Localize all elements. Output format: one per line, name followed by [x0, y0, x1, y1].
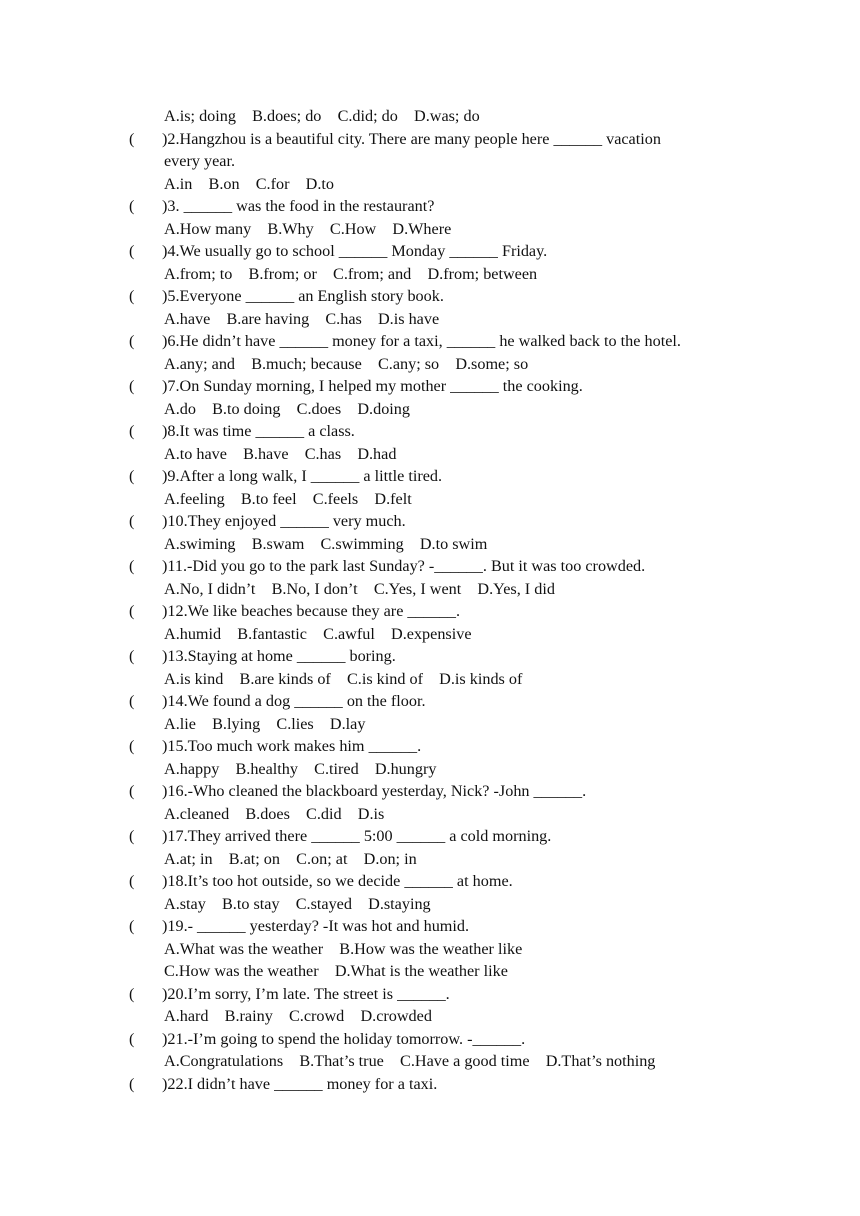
question-text: )3. ______ was the food in the restaurant?: [162, 197, 435, 215]
option-text: A.do B.to doing C.does D.doing: [164, 399, 410, 418]
answer-blank-paren: (: [129, 129, 163, 148]
answer-blank-paren: (: [129, 782, 163, 800]
question-text: )4.We usually go to school ______ Monday ______ Friday.: [162, 242, 548, 260]
answer-blank-paren: (: [129, 692, 163, 710]
option-text: A.to have B.have C.has D.had: [164, 444, 397, 463]
option-text: A.lie B.lying C.lies D.lay: [164, 714, 366, 733]
question-text: )19.- ______ yesterday? -It was hot and humid.: [162, 917, 470, 935]
answer-blank-paren: (: [129, 1029, 163, 1048]
question-text: )5.Everyone ______ an English story book.: [162, 287, 444, 305]
option-text: A.have B.are having C.has D.is have: [164, 309, 440, 328]
answer-blank-paren: (: [129, 422, 163, 440]
option-text: A.at; in B.at; on C.on; at D.on; in: [164, 849, 417, 868]
option-text: every year.: [164, 152, 236, 170]
option-text: A.any; and B.much; because C.any; so D.some; so: [164, 354, 529, 373]
option-text: C.How was the weather D.What is the weather like: [164, 962, 508, 980]
option-text: A.How many B.Why C.How D.Where: [164, 219, 452, 238]
question-text: )14.We found a dog ______ on the floor.: [162, 692, 426, 710]
question-text: )17.They arrived there ______ 5:00 ______ a cold morning.: [162, 827, 552, 845]
answer-blank-paren: (: [129, 1074, 163, 1093]
option-text: A.from; to B.from; or C.from; and D.from; between: [164, 264, 538, 283]
option-text: A.stay B.to stay C.stayed D.staying: [164, 894, 431, 913]
question-text: )6.He didn’t have ______ money for a taxi, ______ he walked back to the hotel.: [162, 332, 681, 350]
option-text: A.happy B.healthy C.tired D.hungry: [164, 759, 437, 778]
answer-blank-paren: (: [129, 287, 163, 305]
question-text: )12.We like beaches because they are ______.: [162, 602, 461, 620]
answer-blank-paren: (: [129, 512, 163, 530]
question-text: )20.I’m sorry, I’m late. The street is ______.: [162, 984, 450, 1003]
option-text: A.cleaned B.does C.did D.is: [164, 804, 385, 823]
option-text: A.What was the weather B.How was the weather like: [164, 939, 523, 958]
answer-blank-paren: (: [129, 827, 163, 845]
answer-blank-paren: (: [129, 377, 163, 395]
answer-blank-paren: (: [129, 602, 163, 620]
answer-blank-paren: (: [129, 467, 163, 485]
question-text: )10.They enjoyed ______ very much.: [162, 512, 406, 530]
answer-blank-paren: (: [129, 737, 163, 755]
option-text: A.Congratulations B.That’s true C.Have a good time D.That’s nothing: [164, 1052, 656, 1070]
option-text: A.No, I didn’t B.No, I don’t C.Yes, I went D.Yes, I did: [164, 579, 555, 598]
question-text: )11.-Did you go to the park last Sunday? -______. But it was too crowded.: [162, 557, 646, 575]
question-text: )22.I didn’t have ______ money for a taxi.: [162, 1074, 438, 1093]
answer-blank-paren: (: [129, 557, 163, 575]
option-text: A.is kind B.are kinds of C.is kind of D.is kinds of: [164, 669, 523, 688]
option-text: A.hard B.rainy C.crowd D.crowded: [164, 1007, 432, 1025]
option-text: A.swiming B.swam C.swimming D.to swim: [164, 534, 488, 553]
answer-blank-paren: (: [129, 197, 163, 215]
answer-blank-paren: (: [129, 242, 163, 260]
option-text: A.in B.on C.for D.to: [164, 174, 334, 193]
option-text: A.humid B.fantastic C.awful D.expensive: [164, 624, 472, 643]
question-text: )18.It’s too hot outside, so we decide ______ at home.: [162, 872, 513, 890]
question-text: )8.It was time ______ a class.: [162, 422, 355, 440]
answer-blank-paren: (: [129, 647, 163, 665]
question-text: )2.Hangzhou is a beautiful city. There are many people here ______ vacation: [162, 129, 661, 148]
answer-blank-paren: (: [129, 872, 163, 890]
option-text: A.feeling B.to feel C.feels D.felt: [164, 489, 412, 508]
question-text: )16.-Who cleaned the blackboard yesterday, Nick? -John ______.: [162, 782, 587, 800]
option-text: A.is; doing B.does; do C.did; do D.was; do: [164, 107, 480, 125]
question-text: )13.Staying at home ______ boring.: [162, 647, 396, 665]
answer-blank-paren: (: [129, 917, 163, 935]
answer-blank-paren: (: [129, 332, 163, 350]
question-text: )21.-I’m going to spend the holiday tomorrow. -______.: [162, 1029, 526, 1048]
question-text: )7.On Sunday morning, I helped my mother ______ the cooking.: [162, 377, 583, 395]
answer-blank-paren: (: [129, 984, 163, 1003]
question-text: )9.After a long walk, I ______ a little tired.: [162, 467, 443, 485]
question-text: )15.Too much work makes him ______.: [162, 737, 422, 755]
